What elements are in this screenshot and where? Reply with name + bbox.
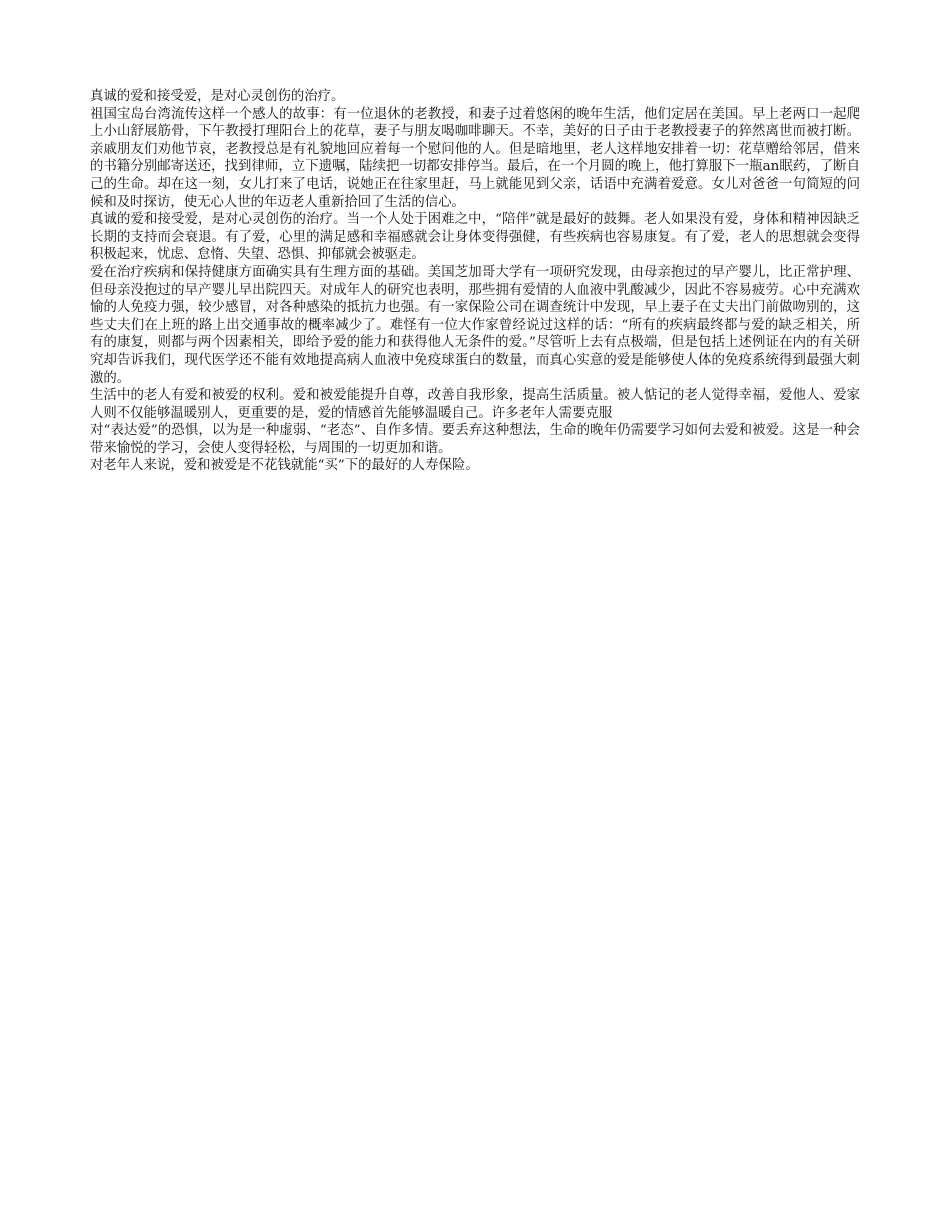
paragraph-5: 生活中的老人有爱和被爱的权利。爱和被爱能提升自尊，改善自我形象，提高生活质量。被人惦记的老人觉得幸福，爱他人、爱家人则不仅能够温暖别人，更重要的是，爱的情感首先能够温暖自己。许多老年人需要克服 (90, 388, 860, 421)
paragraph-3: 真诚的爱和接受爱，是对心灵创伤的治疗。当一个人处于困难之中，“陪伴”就是最好的鼓舞。老人如果没有爱，身体和精神因缺乏长期的支持而会衰退。有了爱，心里的满足感和幸福感就会让身体变得强健，有些疾病也容易康复。有了爱，老人的思想就会变得积极起来，忧虑、怠惰、失望、恐惧、抑郁就会被驱走。 (90, 212, 860, 263)
paragraph-7: 对老年人来说，爱和被爱是不花钱就能“买”下的最好的人寿保险。 (90, 458, 479, 474)
document-body (90, 88, 860, 475)
paragraph-2: 祖国宝岛台湾流传这样一个感人的故事：有一位退休的老教授，和妻子过着悠闲的晚年生活，他们定居在美国。早上老两口一起爬上小山舒展筋骨，下午教授打理阳台上的花草，妻子与朋友喝咖啡聊天。不幸，美好的日子由于老教授妻子的猝然离世而被打断。亲戚朋友们劝他节哀，老教授总是有礼貌地回应着每一个慰问他的人。但是暗地里，老人这样地安排着一切：花草赠给邻居，借来的书籍分别邮寄送还，找到律师，立下遗嘱，陆续把一切都安排停当。最后，在一个月圆的晚上，他打算服下一瓶an眠药，了断自己的生命。却在这一刻，女儿打来了电话，说她正在往家里赶，马上就能见到父亲，话语中充满着爱意。女儿对爸爸一句简短的问候和及时探访，使无心人世的年迈老人重新拾回了生活的信心。 (90, 106, 860, 210)
paragraph-6: 对“表达爱”的恐惧，以为是一种虚弱、“老态”、自作多情。要丢弃这种想法，生命的晚年仍需要学习如何去爱和被爱。这是一种会带来愉悦的学习，会使人变得轻松，与周围的一切更加和谐。 (90, 423, 860, 456)
paragraph-1: 真诚的爱和接受爱，是对心灵创伤的治疗。 (90, 89, 345, 104)
paragraph-4: 爱在治疗疾病和保持健康方面确实具有生理方面的基础。美国芝加哥大学有一项研究发现，由母亲抱过的早产婴儿，比正常护理、但母亲没抱过的早产婴儿早出院四天。对成年人的研究也表明，那些拥有爱情的人血液中乳酸减少，因此不容易疲劳。心中充满欢愉的人免疫力强，较少感冒，对各种感染的抵抗力也强。有一家保险公司在调查统计中发现，早上妻子在丈夫出门前做吻别的，这些丈夫们在上班的路上出交通事故的概率减少了。难怪有一位大作家曾经说过这样的话：“所有的疾病最终都与爱的缺乏相关，所有的康复，则都与两个因素相关，即给予爱的能力和获得他人无条件的爱。”尽管听上去有点极端，但是包括上述例证在内的有关研究却告诉我们，现代医学还不能有效地提高病人血液中免疫球蛋白的数量，而真心实意的爱是能够使人体的免疫系统得到最强大刺激的。 (90, 264, 860, 386)
